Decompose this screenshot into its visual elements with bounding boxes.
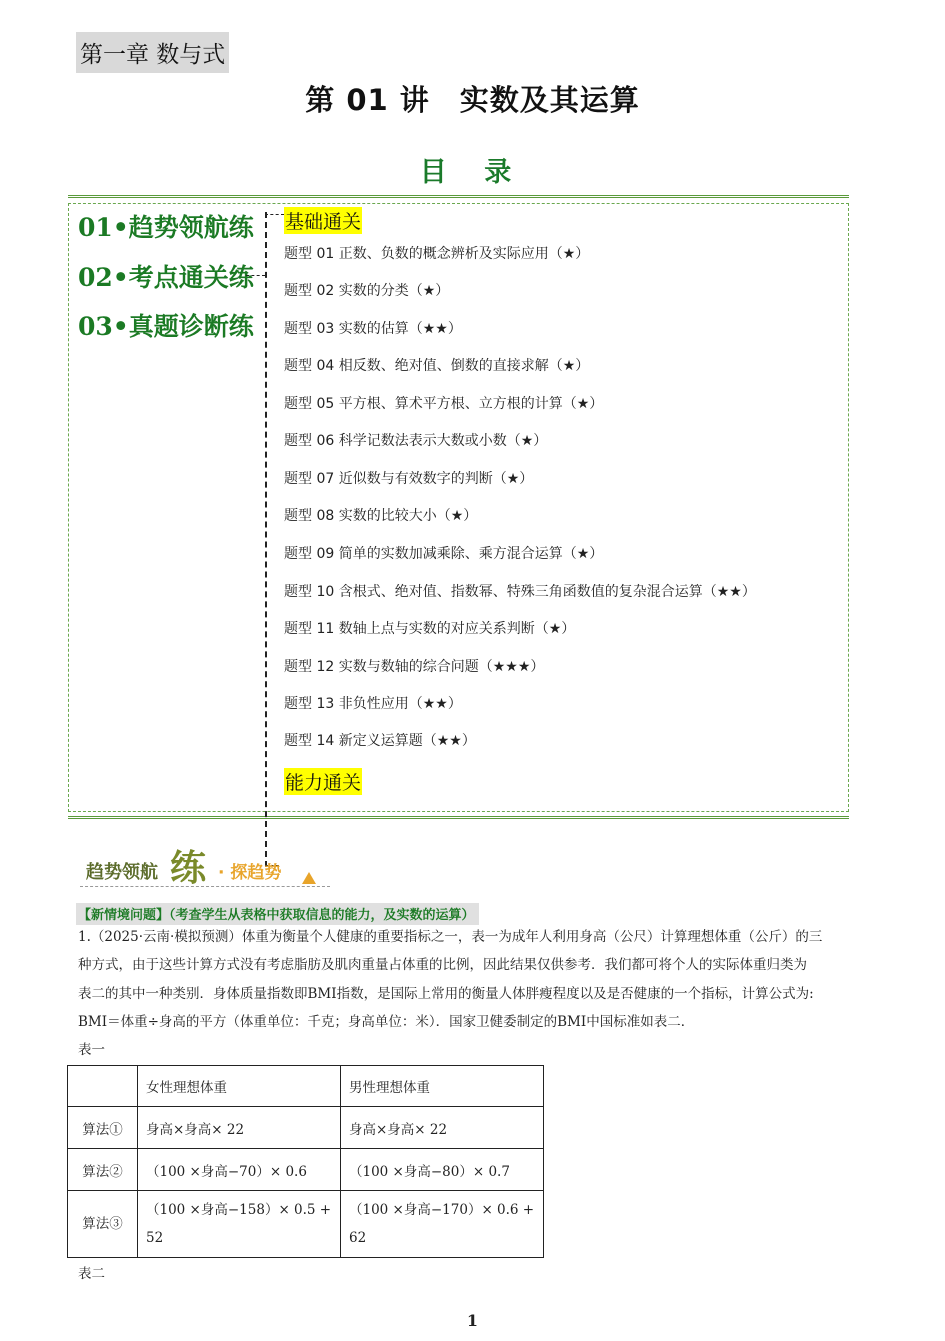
table2-label: 表二 bbox=[78, 1266, 105, 1282]
lecture-title: 第 01 讲 实数及其运算 bbox=[305, 83, 640, 117]
ideal-weight-table bbox=[67, 1065, 544, 1258]
table-row bbox=[68, 1107, 544, 1149]
table-row bbox=[68, 1149, 544, 1191]
table-row bbox=[68, 1191, 544, 1258]
toc-item-05[interactable]: 题型 05 平方根、算术平方根、立方根的计算（★） bbox=[284, 396, 604, 412]
banner-text-3: · 探趋势 bbox=[218, 863, 282, 883]
toc-item-02[interactable]: 题型 02 实数的分类（★） bbox=[284, 283, 450, 299]
chapter-tag: 第一章 数与式 bbox=[76, 32, 229, 73]
toc-connector-top bbox=[265, 214, 284, 215]
table-cell: （100 ×身高−170）× 0.6 + 62 bbox=[341, 1191, 544, 1258]
toc-item-12[interactable]: 题型 12 实数与数轴的综合问题（★★★） bbox=[284, 659, 545, 675]
table-header-cell: 女性理想体重 bbox=[138, 1066, 341, 1107]
table-header-row bbox=[68, 1066, 544, 1107]
page-number: 1 bbox=[466, 1311, 479, 1330]
question-line-4: BMI＝体重÷身高的平方（体重单位：千克；身高单位：米）．国家卫健委制定的BMI中国标准如表二． bbox=[78, 1014, 695, 1030]
toc-item-10[interactable]: 题型 10 含根式、绝对值、指数幂、特殊三角函数值的复杂混合运算（★★） bbox=[284, 584, 756, 600]
toc-connector-vertical bbox=[265, 212, 267, 867]
table-cell: （100 ×身高−158）× 0.5 + 52 bbox=[138, 1191, 341, 1258]
table-cell: 算法① bbox=[68, 1107, 138, 1149]
table-cell: 算法③ bbox=[68, 1191, 138, 1258]
toc-item-09[interactable]: 题型 09 简单的实数加减乘除、乘方混合运算（★） bbox=[284, 546, 604, 562]
toc-item-01[interactable]: 题型 01 正数、负数的概念辨析及实际应用（★） bbox=[284, 246, 590, 262]
toc-section-2[interactable]: 02•考点通关练 bbox=[78, 263, 254, 292]
banner-underline bbox=[80, 886, 330, 887]
toc-item-07[interactable]: 题型 07 近似数与有效数字的判断（★） bbox=[284, 471, 534, 487]
toc-item-11[interactable]: 题型 11 数轴上点与实数的对应关系判断（★） bbox=[284, 621, 576, 637]
toc-item-04[interactable]: 题型 04 相反数、绝对值、倒数的直接求解（★） bbox=[284, 358, 590, 374]
toc-item-03[interactable]: 题型 03 实数的估算（★★） bbox=[284, 321, 462, 337]
table-header-cell bbox=[68, 1066, 138, 1107]
table-cell: 算法② bbox=[68, 1149, 138, 1191]
toc-connector-section-2 bbox=[246, 275, 265, 276]
toc-item-08[interactable]: 题型 08 实数的比较大小（★） bbox=[284, 508, 478, 524]
table-cell: （100 ×身高−70）× 0.6 bbox=[138, 1149, 341, 1191]
toc-section-1[interactable]: 01•趋势领航练 bbox=[78, 213, 254, 242]
question-tag: 【新情境问题】（考查学生从表格中获取信息的能力，及实数的运算） bbox=[76, 903, 479, 925]
toc-heading: 目 录 bbox=[419, 157, 526, 188]
subsection-basic[interactable]: 基础通关 bbox=[284, 207, 362, 234]
toc-section-3[interactable]: 03•真题诊断练 bbox=[78, 312, 254, 341]
table-header-cell: 男性理想体重 bbox=[341, 1066, 544, 1107]
mountain-icon bbox=[302, 872, 316, 884]
toc-item-13[interactable]: 题型 13 非负性应用（★★） bbox=[284, 696, 462, 712]
question-line-2: 种方式，由于这些计算方式没有考虑脂肪及肌肉重量占体重的比例，因此结果仅供参考．我们都可将个人的实际体重归类为 bbox=[78, 957, 807, 973]
question-line-3: 表二的其中一种类别．身体质量指数即BMI指数，是国际上常用的衡量人体胖瘦程度以及是否健康的一个指标，计算公式为: bbox=[78, 986, 814, 1002]
table1-label: 表一 bbox=[78, 1042, 105, 1058]
table-cell: 身高×身高× 22 bbox=[341, 1107, 544, 1149]
table-cell: （100 ×身高−80）× 0.7 bbox=[341, 1149, 544, 1191]
toc-item-06[interactable]: 题型 06 科学记数法表示大数或小数（★） bbox=[284, 433, 548, 449]
toc-item-14[interactable]: 题型 14 新定义运算题（★★） bbox=[284, 733, 476, 749]
banner-text-1: 趋势领航 bbox=[86, 862, 158, 883]
banner-text-2: 练 bbox=[170, 848, 207, 889]
section-banner bbox=[80, 842, 330, 890]
table-cell: 身高×身高× 22 bbox=[138, 1107, 341, 1149]
question-line-1: 1.（2025·云南·模拟预测）体重为衡量个人健康的重要指标之一，表一为成年人利用身高（公尺）计算理想体重（公斤）的三 bbox=[78, 929, 823, 945]
subsection-ability[interactable]: 能力通关 bbox=[284, 768, 362, 795]
